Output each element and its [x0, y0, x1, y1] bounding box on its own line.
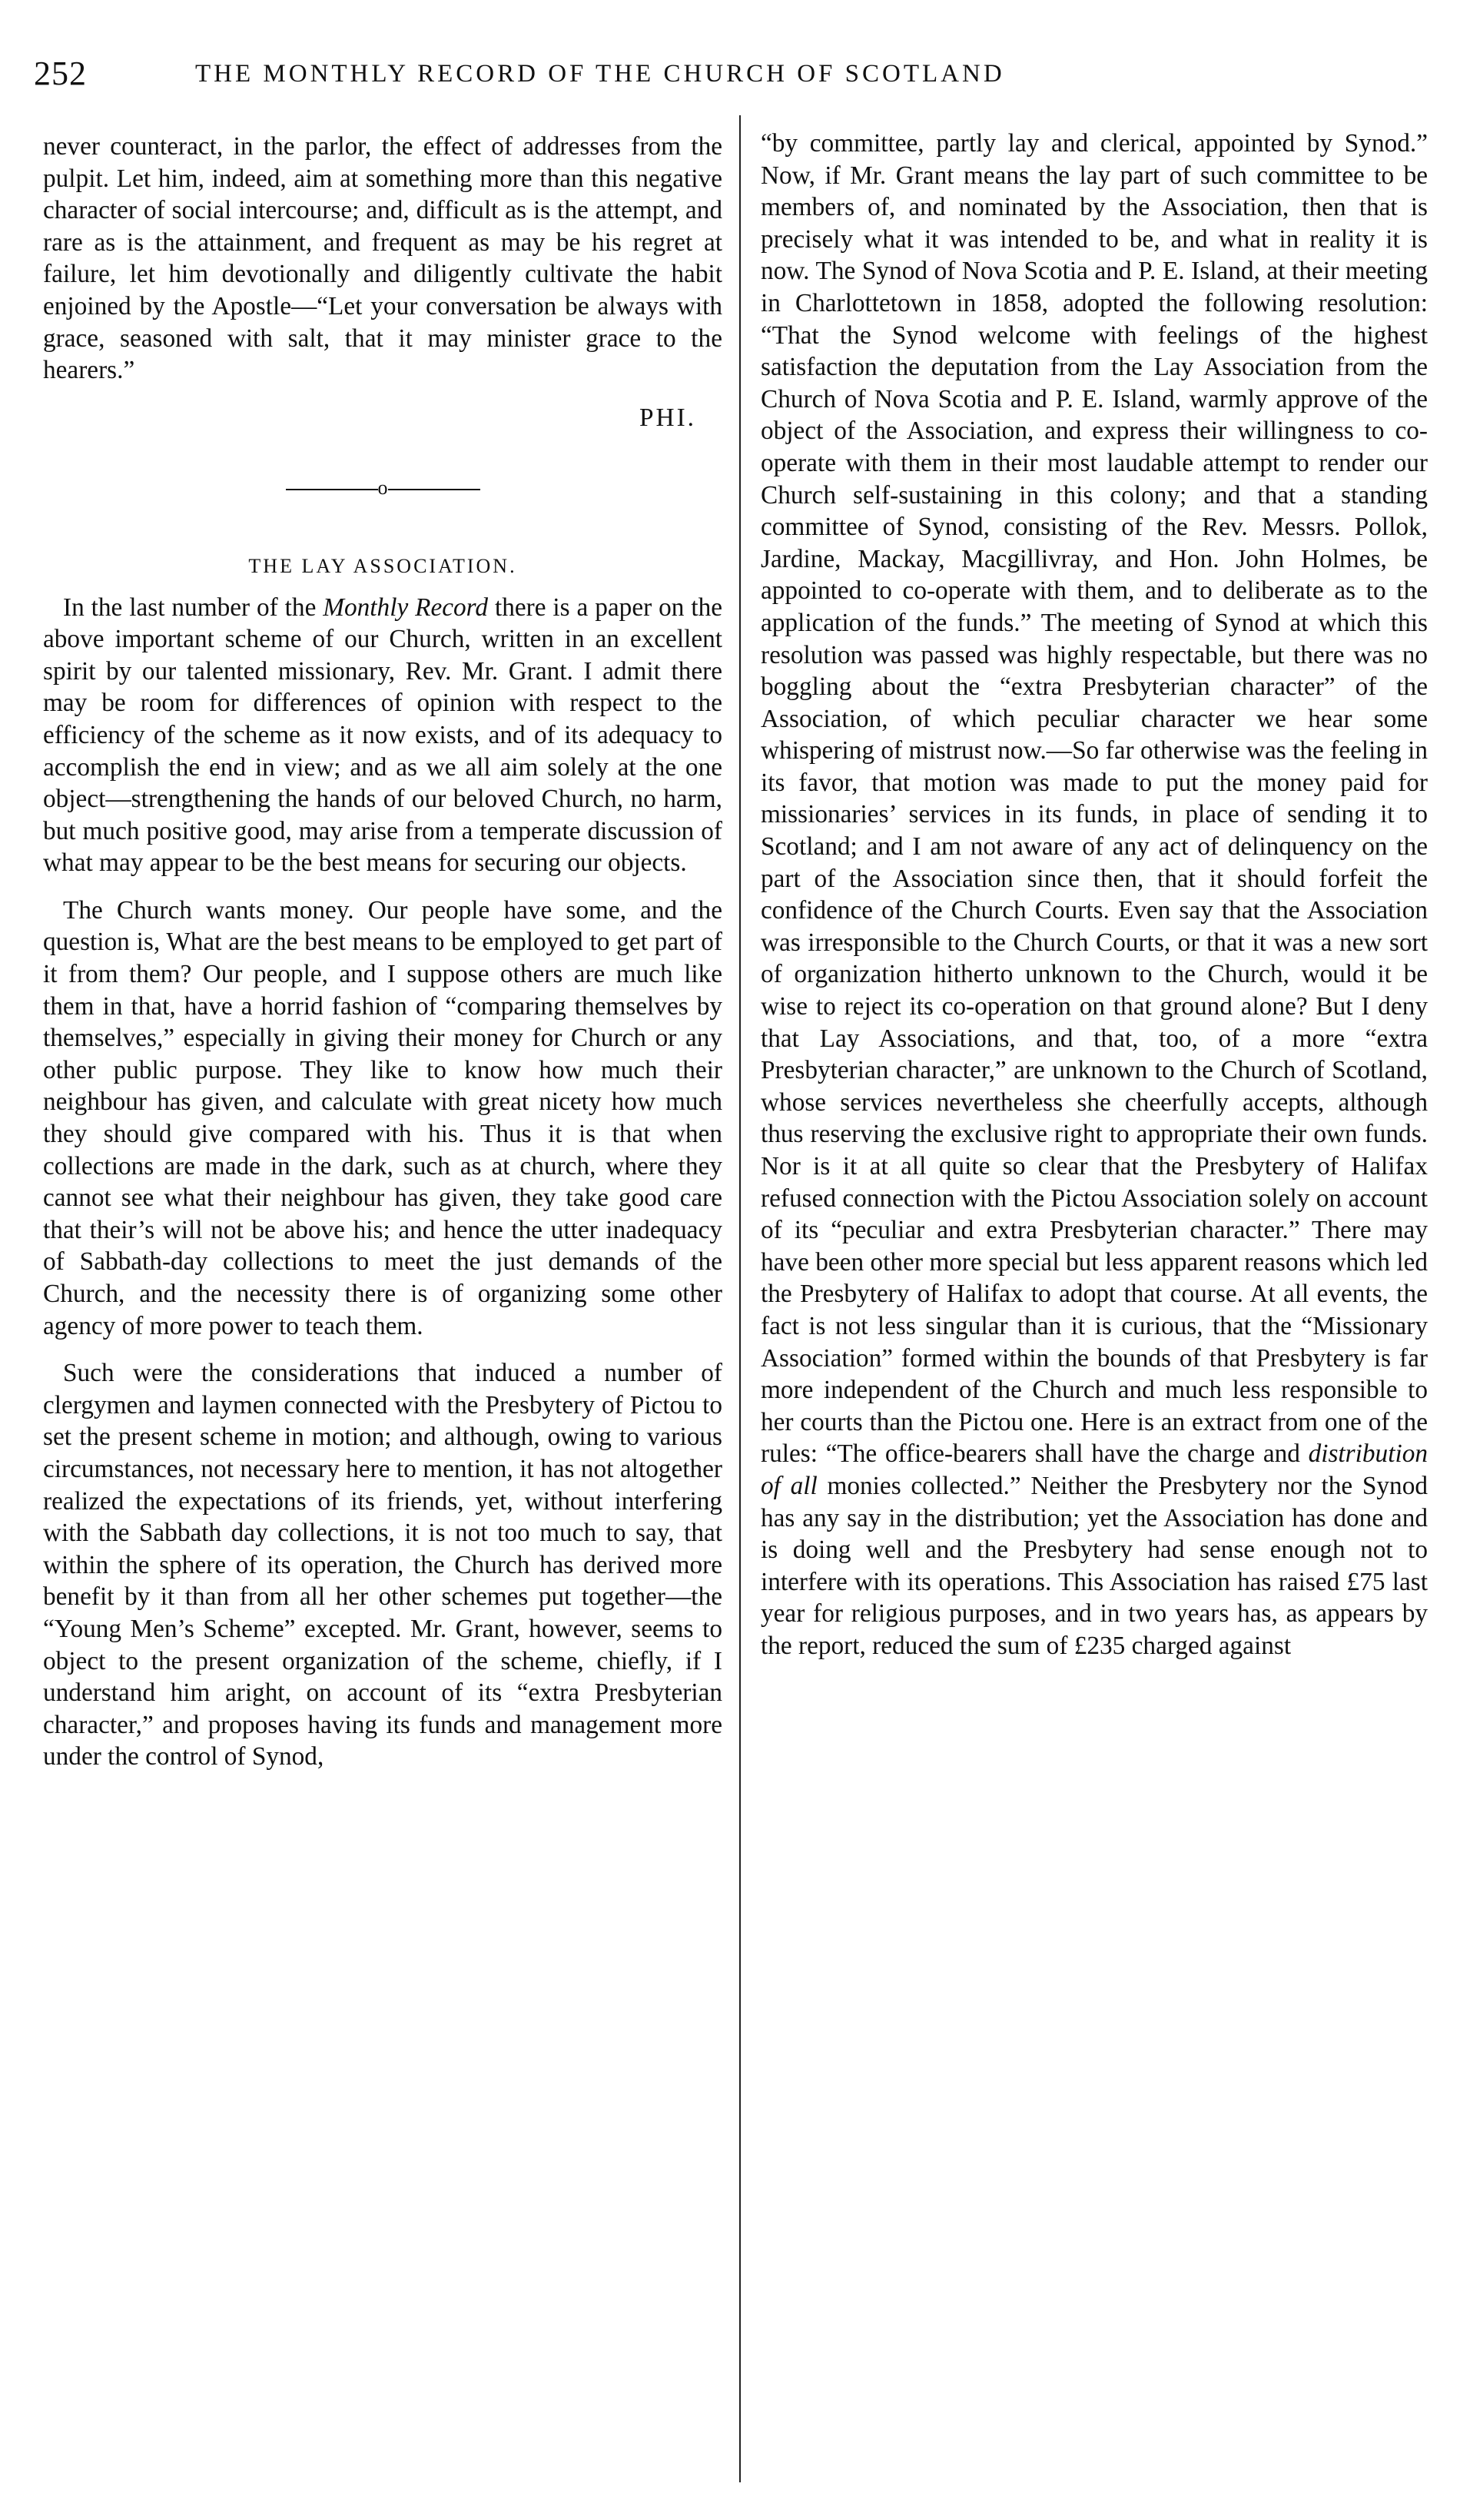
paragraph-text: never counteract, in the parlor, the effect of addresses from the pulpit. Let him, indeed, aim at something more than this negative character of social intercourse; and, difficult as is the attempt, and rare as is the attainment, and frequent as may be his regret at failure, let him devotionally and diligently cultivate the habit enjoined by the Apostle—“Let your conversation be always with grace, seasoned with salt, that it may minister grace to the hearers.” [43, 132, 722, 385]
divider-ornament: o [377, 476, 388, 500]
paragraph-text: “by committee, partly lay and clerical, appointed by Synod.” Now, if Mr. Grant means the lay part of such committee to be members of, and nominated by the Association, then that is precisely what it was intended to be, and what in reality it is now. The Synod of Nova Scotia and P. E. Island, at their meeting in Charlottetown in 1858, adopted the following resolution: “That the Synod welcome with feelings of the highest satisfaction the deputation from the Lay Association from the Church of Nova Scotia and P. E. Island, warmly approve of the object of the Association, and express their willingness to co-operate with them in their most laudable attempt to render our Church self-sustaining in this colony; and that a standing committee of Synod, consisting of the Rev. Messrs. Pollok, Jardine, Mackay, Macgillivray, and Hon. John Holmes, be appointed to co-operate with them, and to deliberate as to the application of the funds.” The meeting of Synod at which this resolution was passed was highly respectable, but there was no boggling about the “extra Presbyterian character” of the Association, of which peculiar character we hear some whispering of mistrust now.—So far otherwise was the feeling in its favor, that motion was made to put the money paid for missionaries’ services in its funds, in place of sending it to Scotland; and I am not aware of any act of delinquency on the part of the Association since then, that it should forfeit the confidence of the Church Courts. Even say that the Association was irresponsible to the Church Courts, or that it was a new sort of organization hitherto unknown to the Church, would it be wise to reject its co-operation on that ground alone? But I deny that Lay Associations, and that, too, of a more “extra Presbyterian character,” are unknown to the Church of Scotland, whose services nevertheless she cheerfully accepts, although thus reserving the exclusive right to appropriate their own funds. Nor is it at all quite so clear that the Presbytery of Halifax refused connection with the Pictou Association solely on account of its “peculiar and extra Presbyterian character.” There may have been other more special but less apparent reasons which led the Presbytery of Halifax to adopt that course. At all events, the fact is not less singular than it is curious, that the “Missionary Association” formed within the bounds of that Presbytery is far more independent of the Church and much less responsible to her courts than the Pictou one. Here is an extract from one of the rules: “The office-bearers shall have the charge and [761, 129, 1428, 1469]
section-divider [43, 472, 722, 504]
section-title: THE LAY ASSOCIATION. [248, 554, 517, 577]
paragraph-continued [43, 131, 722, 387]
paragraph-text: In the last number of the [63, 593, 324, 622]
page-number: 252 [34, 55, 87, 92]
signature: PHI. [639, 403, 696, 432]
paragraph-text: Such were the considerations that induced a number of clergymen and laymen connected with the Presbytery of Pictou to set the present scheme in motion; and although, owing to various circumstances, not necessary here to mention, it has not altogether realized the expectations of its friends, yet, without interfering with the Sabbath day collections, it is not too much to say, that within the sphere of its operation, the Church has derived more benefit by it than from all her other schemes put together—the “Young Men’s Scheme” excepted. Mr. Grant, however, seems to object to the present organization of the scheme, chiefly, if I understand him aright, on account of its “extra Presbyterian character,” and proposes having its funds and management more under the control of Synod, [43, 1359, 722, 1771]
emphasis-italic: distribution of all [761, 1439, 1428, 1500]
column-divider [739, 115, 741, 2482]
journal-name-italic: Monthly Record [323, 593, 489, 622]
paragraph [43, 895, 722, 1342]
paragraph-text: monies collected.” Neither the Presbytery nor the Synod has any say in the distribution; yet the Association has done and is doing well and the Presbytery had sense enough not to interfere with its operations. This Association has raised £75 last year for religious purposes, and in two years has, as appears by the report, reduced the sum of £235 charged against [761, 1471, 1428, 1660]
paragraph-text: there is a paper on the above important scheme of our Church, written in an excellent spirit by our talented missionary, Rev. Mr. Grant. I admit there may be room for differences of opinion with respect to the efficiency of the scheme as it now exists, and of its adequacy to accomplish the end in view; and as we all aim solely at the one object—strengthening the hands of our beloved Church, no harm, but much positive good, may arise from a temperate discussion of what may appear to be the best means for securing our objects. [43, 593, 722, 878]
left-column [43, 131, 722, 1788]
paragraph [43, 592, 722, 879]
signoff [43, 402, 722, 434]
paragraph-text: The Church wants money. Our people have some, and the question is, What are the best means to be employed to get part of it from them? Our people, and I suppose others are much like them in that, have a horrid fashion of “comparing themselves by themselves,” especially in giving their money for Church or any other public purpose. They like to know how much their neighbour has given, and calculate with great nicety how much they should give compared with his. Thus it is that when collections are made in the dark, such as at church, where they cannot see what their neighbour has given, they take good care that their’s will not be above his; and hence the utter inadequacy of Sabbath-day collections to meet the just demands of the Church, and the necessity there is of organizing some other agency of more power to teach them. [43, 895, 722, 1340]
paragraph-continued [761, 128, 1428, 1662]
journal-title: THE MONTHLY RECORD OF THE CHURCH OF SCOTLAND [195, 60, 1005, 88]
right-column [761, 128, 1428, 1678]
paragraph [43, 1357, 722, 1773]
running-head [34, 48, 1426, 101]
